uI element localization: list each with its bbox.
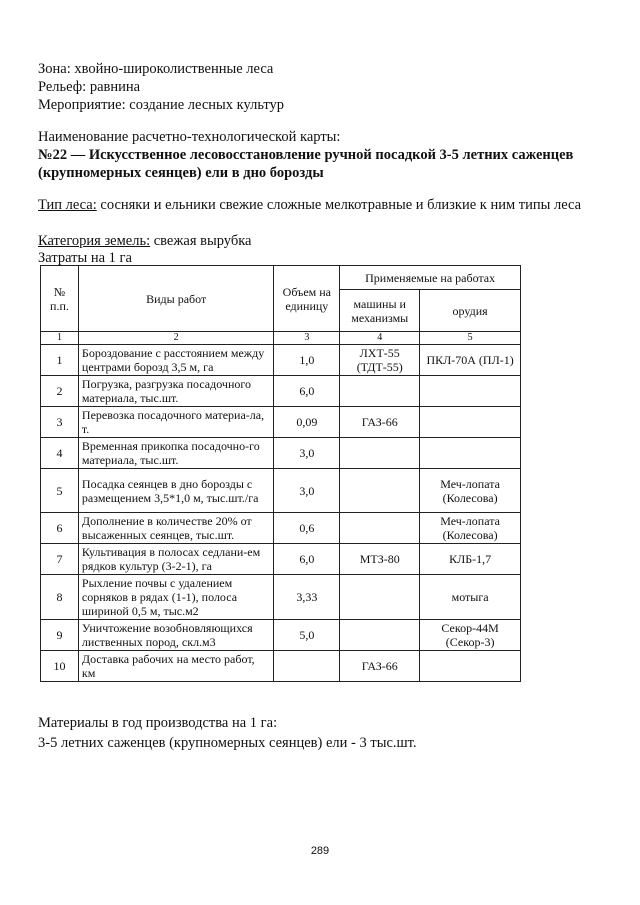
row-work: Рыхление почвы с удалением сорняков в рядах (1-1), полоса шириной 0,5 м, тыс.м2 [78, 575, 273, 620]
row-work: Бороздование с расстоянием между центрами борозд 3,5 м, га [78, 345, 273, 376]
table-row [41, 513, 521, 544]
row-machines: ГАЗ-66 [340, 407, 420, 438]
table-row [41, 469, 521, 513]
header-used: Применяемые на работах [340, 266, 521, 290]
row-machines: ЛХТ-55 (ТДТ-55) [340, 345, 420, 376]
column-number: 1 [41, 332, 79, 345]
row-tools: Меч-лопата (Колесова) [420, 469, 521, 513]
row-machines [340, 513, 420, 544]
header-machines: машины и механизмы [340, 290, 420, 332]
materials-title: Материалы в год производства на 1 га: [38, 715, 278, 731]
row-work: Доставка рабочих на место работ, км [78, 651, 273, 682]
row-tools: Секор-44М (Секор-3) [420, 620, 521, 651]
row-machines: ГАЗ-66 [340, 651, 420, 682]
table-row [41, 407, 521, 438]
land-category-line [38, 232, 251, 250]
row-number: 7 [41, 544, 79, 575]
row-machines [340, 376, 420, 407]
row-work: Перевозка посадочного материа-ла, т. [78, 407, 273, 438]
table-row [41, 345, 521, 376]
forest-type-line [38, 196, 593, 214]
zone-line: Зона: хвойно-широколиственные леса [38, 61, 274, 77]
row-volume: 6,0 [274, 376, 340, 407]
row-machines [340, 438, 420, 469]
row-volume: 0,6 [274, 513, 340, 544]
row-number: 9 [41, 620, 79, 651]
row-number: 5 [41, 469, 79, 513]
materials-text: 3-5 летних саженцев (крупномерных сеянцев) ели - 3 тыс.шт. [38, 735, 417, 751]
header-work: Виды работ [78, 266, 273, 332]
forest-type-value: сосняки и ельники свежие сложные мелкотравные и близкие к ним типы леса [96, 197, 582, 213]
column-number: 4 [340, 332, 420, 345]
row-machines [340, 575, 420, 620]
row-tools [420, 376, 521, 407]
row-tools: мотыга [420, 575, 521, 620]
row-volume: 3,0 [274, 469, 340, 513]
row-tools [420, 651, 521, 682]
row-tools: ПКЛ-70А (ПЛ-1) [420, 345, 521, 376]
table-row [41, 575, 521, 620]
row-work: Временная прикопка посадочно-го материала, тыс.шт. [78, 438, 273, 469]
row-number: 10 [41, 651, 79, 682]
table-row [41, 651, 521, 682]
column-number: 3 [274, 332, 340, 345]
page-number: 289 [310, 845, 330, 857]
row-machines [340, 620, 420, 651]
forest-type-label: Тип леса: [38, 197, 97, 213]
row-machines [340, 469, 420, 513]
table-row [41, 544, 521, 575]
row-number: 6 [41, 513, 79, 544]
header-tools: орудия [420, 290, 521, 332]
costs-line: Затраты на 1 га [38, 250, 132, 266]
row-volume [274, 651, 340, 682]
row-work: Уничтожение возобновляющихся лиственных пород, скл.м3 [78, 620, 273, 651]
row-tools [420, 407, 521, 438]
row-number: 4 [41, 438, 79, 469]
card-title: №22 — Искусственное лесовосстановление ручной посадкой 3-5 летних саженцев (крупномерных сеянцев) ели в дно борозды [38, 147, 574, 181]
row-work: Посадка сеянцев в дно борозды с размещением 3,5*1,0 м, тыс.шт./га [78, 469, 273, 513]
row-volume: 1,0 [274, 345, 340, 376]
column-numbers-row [41, 332, 521, 345]
row-volume: 0,09 [274, 407, 340, 438]
row-tools: КЛБ-1,7 [420, 544, 521, 575]
row-number: 3 [41, 407, 79, 438]
row-tools [420, 438, 521, 469]
relief-line: Рельеф: равнина [38, 79, 141, 95]
row-tools: Меч-лопата (Колесова) [420, 513, 521, 544]
works-table [40, 265, 521, 682]
row-number: 2 [41, 376, 79, 407]
land-category-label: Категория земель: [38, 233, 151, 249]
row-work: Культивация в полосах седлани-ем рядков культур (3-2-1), га [78, 544, 273, 575]
column-number: 2 [78, 332, 273, 345]
column-number: 5 [420, 332, 521, 345]
row-volume: 5,0 [274, 620, 340, 651]
table-row [41, 620, 521, 651]
measure-line: Мероприятие: создание лесных культур [38, 97, 285, 113]
row-work: Погрузка, разгрузка посадочного материала, тыс.шт. [78, 376, 273, 407]
header-volume: Объем на единицу [274, 266, 340, 332]
land-category-value: свежая вырубка [150, 233, 252, 249]
header-num: № п.п. [41, 266, 79, 332]
row-volume: 3,0 [274, 438, 340, 469]
row-number: 8 [41, 575, 79, 620]
row-number: 1 [41, 345, 79, 376]
row-work: Дополнение в количестве 20% от высаженных сеянцев, тыс.шт. [78, 513, 273, 544]
row-machines: МТЗ-80 [340, 544, 420, 575]
row-volume: 6,0 [274, 544, 340, 575]
table-row [41, 438, 521, 469]
table-row [41, 376, 521, 407]
row-volume: 3,33 [274, 575, 340, 620]
card-name-line: Наименование расчетно-технологической карты: [38, 129, 341, 145]
